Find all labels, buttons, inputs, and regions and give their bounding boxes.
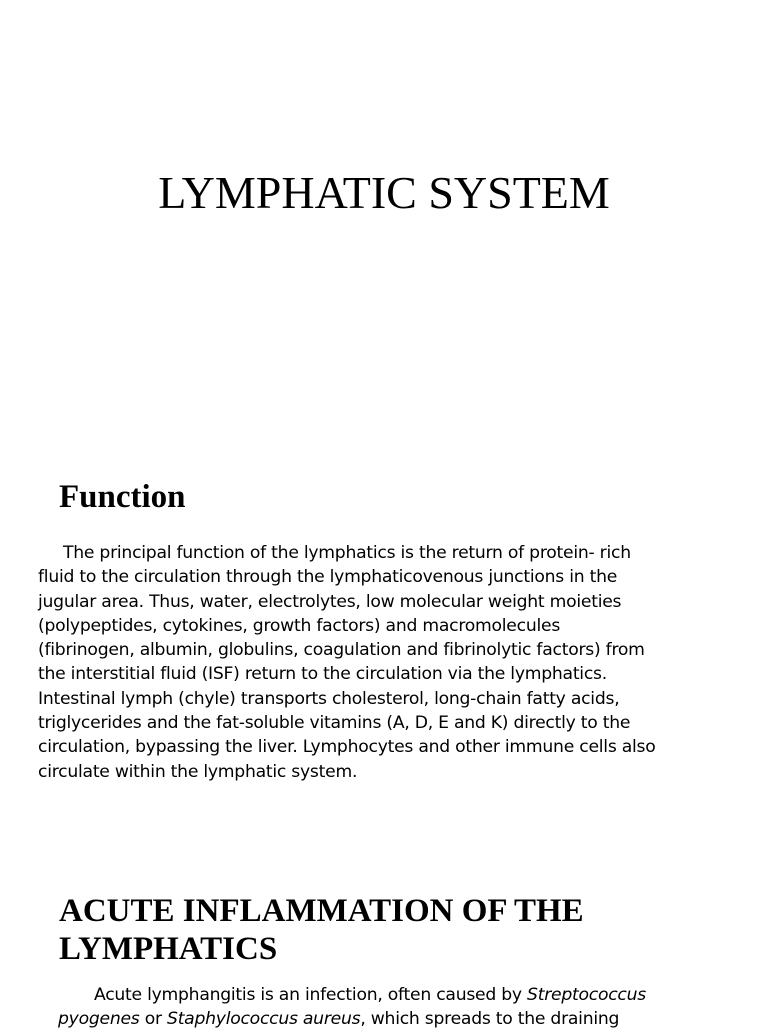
paragraph-line: pyogenes or Staphylococcus aureus, which spreads to the draining xyxy=(58,1009,620,1030)
acute-inflammation-paragraph xyxy=(38,983,738,1032)
paragraph-line: circulation, bypassing the liver. Lymphocytes and other immune cells also xyxy=(38,737,656,758)
paragraph-line: fluid to the circulation through the lymphaticovenous junctions in the xyxy=(38,567,618,588)
paragraph-line: (polypeptides, cytokines, growth factors) and macromolecules xyxy=(38,615,561,636)
organism-name: pyogenes xyxy=(58,1009,140,1030)
acute-inflammation-heading: ACUTE INFLAMMATION OF THE LYMPHATICS xyxy=(59,893,584,967)
organism-name: Staphylococcus aureus xyxy=(167,1009,361,1030)
organism-name: Streptococcus xyxy=(527,985,646,1005)
paragraph-line: Intestinal lymph (chyle) transports cholesterol, long-chain fatty acids, xyxy=(38,688,620,709)
paragraph-line: The principal function of the lymphatics is the return of protein- rich xyxy=(63,543,631,563)
paragraph-line: circulate within the lymphatic system. xyxy=(38,761,358,782)
paragraph-line: the interstitial fluid (ISF) return to the circulation via the lymphatics. xyxy=(38,664,607,685)
paragraph-line: jugular area. Thus, water, electrolytes, low molecular weight moieties xyxy=(38,591,622,612)
paragraph-line: (fibrinogen, albumin, globulins, coagulation and fibrinolytic factors) from xyxy=(38,640,645,661)
paragraph-line: Acute lymphangitis is an infection, often caused by Streptococcus xyxy=(94,985,646,1005)
page-title: LYMPHATIC SYSTEM xyxy=(158,167,610,218)
function-paragraph xyxy=(38,541,738,784)
paragraph-line: triglycerides and the fat-soluble vitamins (A, D, E and K) directly to the xyxy=(38,713,631,734)
function-heading: Function xyxy=(59,479,186,515)
